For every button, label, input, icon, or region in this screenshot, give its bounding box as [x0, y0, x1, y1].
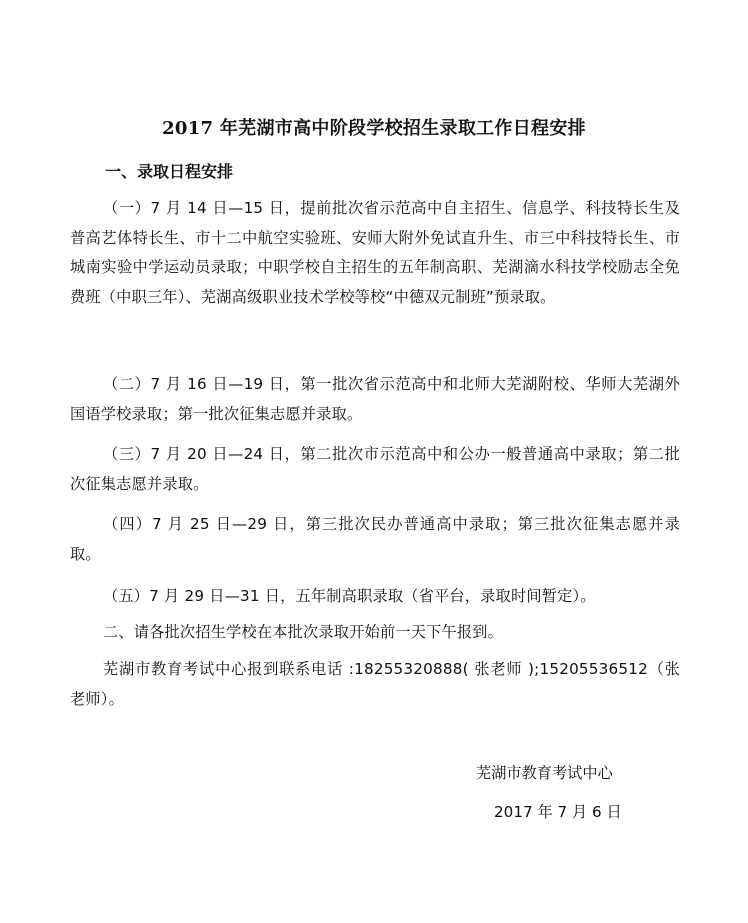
signature-date: 2017 年 7 月 6 日 [494, 803, 622, 821]
schedule-item-5: （五）7 月 29 日—31 日，五年制高职录取（省平台，录取时间暂定）。 [103, 587, 596, 605]
contact-phone-paragraph: 芜湖市教育考试中心报到联系电话 :18255320888( 张老师 );15205536512（张老师）。 [70, 660, 680, 708]
schedule-item-1: （一）7 月 14 日—15 日，提前批次省示范高中自主招生、信息学、科技特长生及普高艺体特长生、市十二中航空实验班、安师大附外免试直升生、市三中科技特长生、市城南实验中学运动员录取；中职学校自主招生的五年制高职、芜湖滴水科技学校励志全免费班（中职三年）、芜湖高级职业技术学校等校“中德双元制班”预录取。 [70, 199, 680, 306]
document-title: 2017 年芜湖市高中阶段学校招生录取工作日程安排 [162, 118, 586, 139]
schedule-item-2: （二）7 月 16 日—19 日，第一批次省示范高中和北师大芜湖附校、华师大芜湖外国语学校录取；第一批次征集志愿并录取。 [70, 375, 680, 423]
signature-organization: 芜湖市教育考试中心 [476, 764, 613, 782]
section-2-reporting-notice: 二、请各批次招生学校在本批次录取开始前一天下午报到。 [103, 623, 504, 641]
section-heading-schedule: 一、录取日程安排 [105, 162, 234, 181]
schedule-item-3: （三）7 月 20 日—24 日，第二批次市示范高中和公办一般普通高中录取；第二批次征集志愿并录取。 [70, 445, 680, 493]
schedule-item-4: （四）7 月 25 日—29 日，第三批次民办普通高中录取；第三批次征集志愿并录取。 [70, 515, 680, 563]
